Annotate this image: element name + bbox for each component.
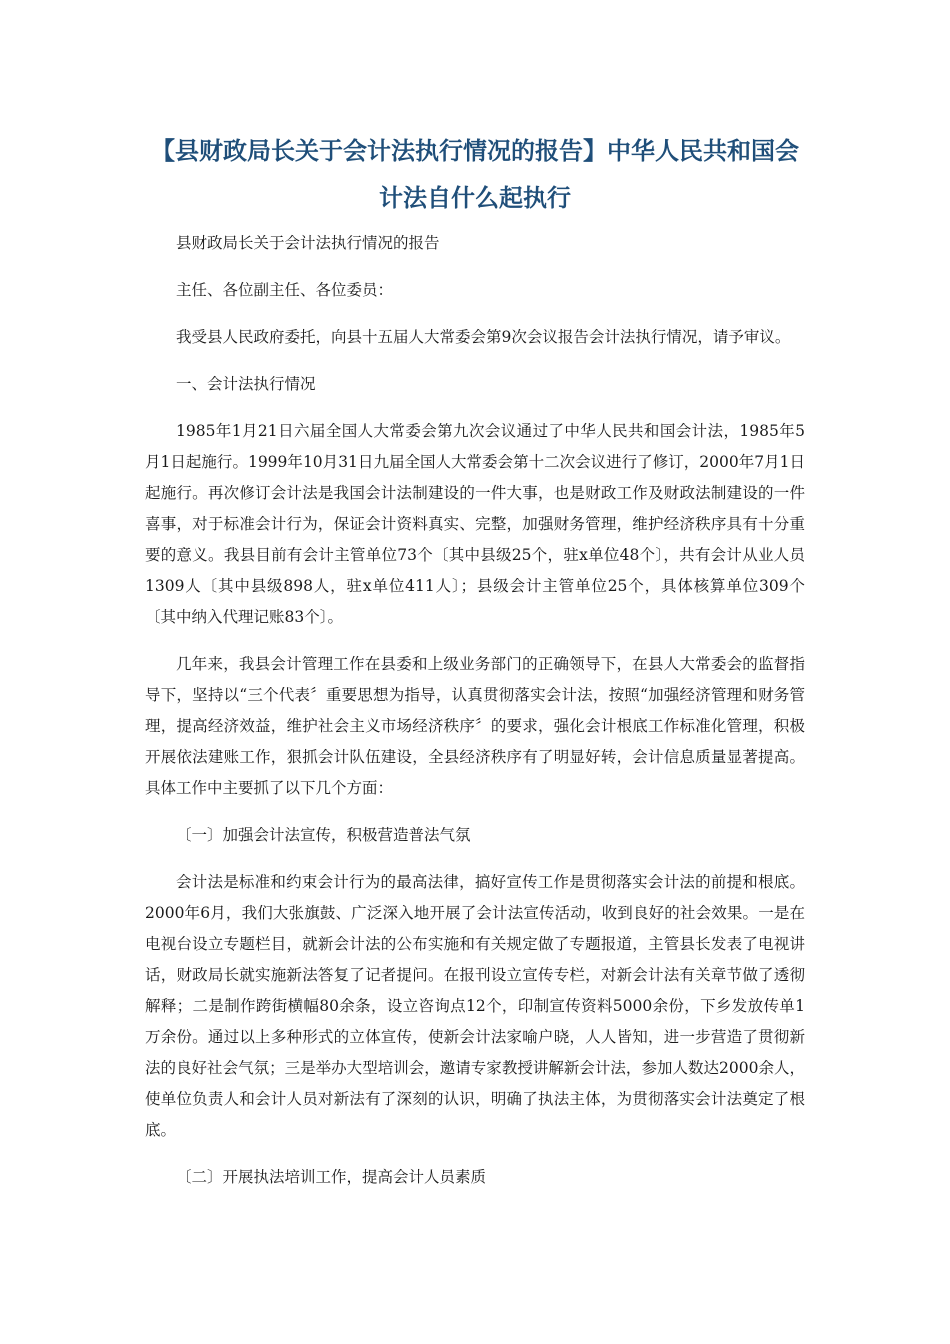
subsection-heading-2: 〔二〕开展执法培训工作，提高会计人员素质 [176,1168,487,1186]
section-heading-1: 一、会计法执行情况 [176,375,316,393]
subsection-heading-1: 〔一〕加强会计法宣传，积极营造普法气氛 [176,826,471,844]
paragraph-overview: 几年来，我县会计管理工作在县委和上级业务部门的正确领导下，在县人大常委会的监督指导下，坚持以“三个代表〞重要思想为指导，认真贯彻落实会计法，按照“加强经济管理和财务管理，提高经济效益，维护社会主义市场经济秩序〞的要求，强化会计根底工作标准化管理，积极开展依法建账工作，狠抓会计队伍建设，全县经济秩序有了明显好转，会计信息质量显著提高。具体工作中主要抓了以下几个方面： [145,655,805,797]
salutation: 主任、各位副主任、各位委员： [176,281,394,299]
paragraph-history: 1985年1月21日六届全国人大常委会第九次会议通过了中华人民共和国会计法，1985年5月1日起施行。1999年10月31日九届全国人大常委会第十二次会议进行了修订，2000年7月1日起施行。再次修订会计法是我国会计法制建设的一件大事，也是财政工作及财政法制建设的一件喜事，对于标准会计行为，保证会计资料真实、完整，加强财务管理，维护经济秩序具有十分重要的意义。我县目前有会计主管单位73个〔其中县级25个，驻x单位48个〕，共有会计从业人员1309人〔其中县级898人，驻x单位411人〕；县级会计主管单位25个，具体核算单位309个〔其中纳入代理记账83个〕。 [145,422,805,626]
document-body [145,228,805,1209]
document-title: 【县财政局长关于会计法执行情况的报告】中华人民共和国会计法自什么起执行 [151,137,799,212]
report-subtitle: 县财政局长关于会计法执行情况的报告 [176,234,440,252]
paragraph-intro: 我受县人民政府委托，向县十五届人大常委会第9次会议报告会计法执行情况，请予审议。 [176,328,791,346]
paragraph-publicity: 会计法是标准和约束会计行为的最高法律，搞好宣传工作是贯彻落实会计法的前提和根底。2000年6月，我们大张旗鼓、广泛深入地开展了会计法宣传活动，收到良好的社会效果。一是在电视台设立专题栏目，就新会计法的公布实施和有关规定做了专题报道，主管县长发表了电视讲话，财政局长就实施新法答复了记者提问。在报刊设立宣传专栏，对新会计法有关章节做了透彻解释；二是制作跨街横幅80余条，设立咨询点12个，印制宣传资料5000余份，下乡发放传单1万余份。通过以上多种形式的立体宣传，使新会计法家喻户晓，人人皆知，进一步营造了贯彻新法的良好社会气氛；三是举办大型培训会，邀请专家教授讲解新会计法，参加人数达2000余人，使单位负责人和会计人员对新法有了深刻的认识，明确了执法主体，为贯彻落实会计法奠定了根底。 [145,873,805,1139]
